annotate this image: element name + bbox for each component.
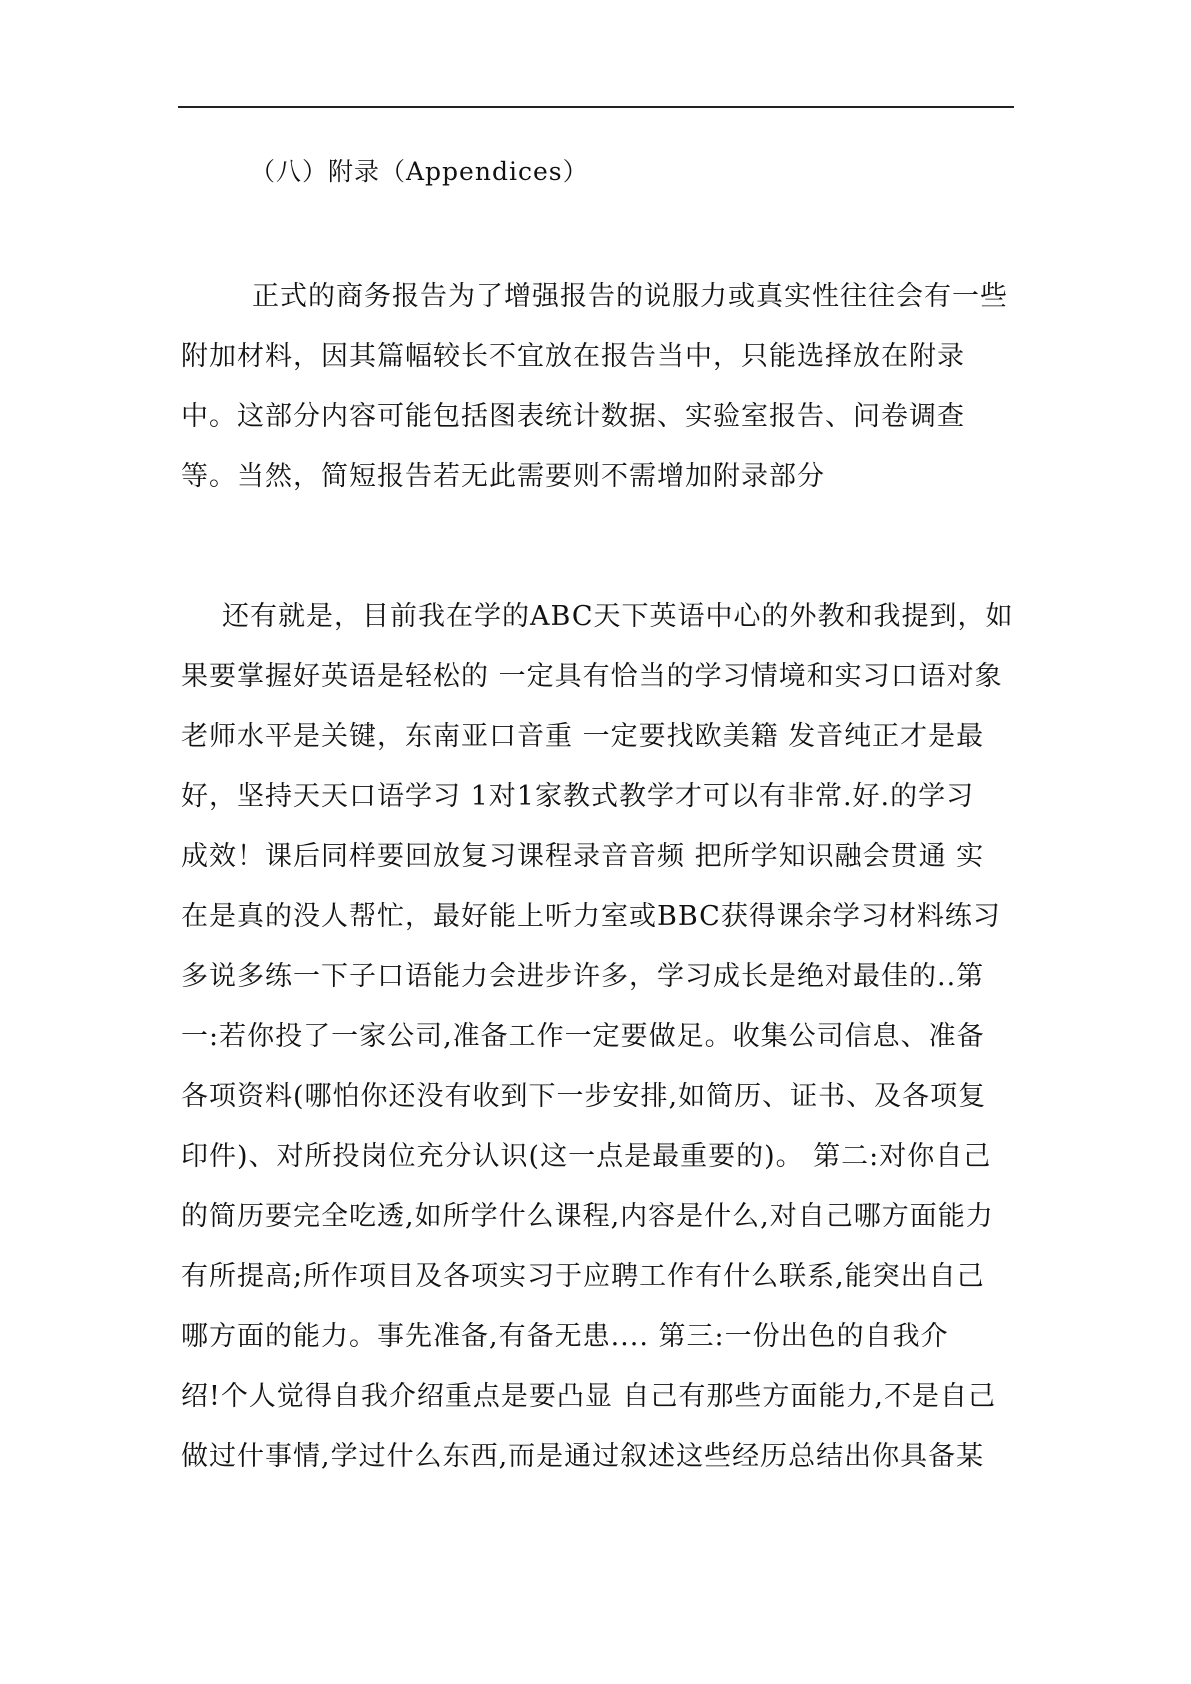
paragraph-line: 果要掌握好英语是轻松的 一定具有恰当的学习情境和实习口语对象 xyxy=(181,661,1003,692)
paragraph-line: 成效！课后同样要回放复习课程录音音频 把所学知识融会贯通 实 xyxy=(181,841,985,872)
paragraph-line: 哪方面的能力。事先准备,有备无患.... 第三:一份出色的自我介 xyxy=(181,1321,949,1352)
paragraph-line: 印件)、对所投岗位充分认识(这一点是最重要的)。 第二:对你自己 xyxy=(181,1141,992,1172)
paragraph-line: 正式的商务报告为了增强报告的说服力或真实性往往会有一些 xyxy=(252,281,1008,312)
paragraph-line: 好，坚持天天口语学习 1对1家教式教学才可以有非常.好.的学习 xyxy=(181,781,975,812)
paragraph-line: 等。当然，简短报告若无此需要则不需增加附录部分 xyxy=(181,461,825,492)
paragraph-line: 中。这部分内容可能包括图表统计数据、实验室报告、问卷调查 xyxy=(181,401,965,432)
paragraph-line: 一:若你投了一家公司,准备工作一定要做足。收集公司信息、准备 xyxy=(181,1021,985,1052)
paragraph-line: 多说多练一下子口语能力会进步许多，学习成长是绝对最佳的..第 xyxy=(181,961,985,992)
paragraph-line: 老师水平是关键，东南亚口音重 一定要找欧美籍 发音纯正才是最 xyxy=(181,721,985,752)
paragraph-line: 做过什事情,学过什么东西,而是通过叙述这些经历总结出你具备某 xyxy=(181,1441,985,1472)
header-rule xyxy=(178,106,1014,108)
section-heading: （八）附录（Appendices） xyxy=(250,157,589,186)
paragraph-line: 有所提高;所作项目及各项实习于应聘工作有什么联系,能突出自己 xyxy=(181,1261,985,1292)
paragraph-line: 的简历要完全吃透,如所学什么课程,内容是什么,对自己哪方面能力 xyxy=(181,1201,994,1232)
paragraph-line: 附加材料，因其篇幅较长不宜放在报告当中，只能选择放在附录 xyxy=(181,341,965,372)
paragraph-line: 绍!个人觉得自我介绍重点是要凸显 自己有那些方面能力,不是自己 xyxy=(181,1381,997,1412)
paragraph-line: 还有就是，目前我在学的ABC天下英语中心的外教和我提到，如 xyxy=(222,601,1014,632)
paragraph-line: 在是真的没人帮忙，最好能上听力室或BBC获得课余学习材料练习 xyxy=(181,901,1001,932)
paragraph-line: 各项资料(哪怕你还没有收到下一步安排,如简历、证书、及各项复 xyxy=(181,1081,987,1112)
